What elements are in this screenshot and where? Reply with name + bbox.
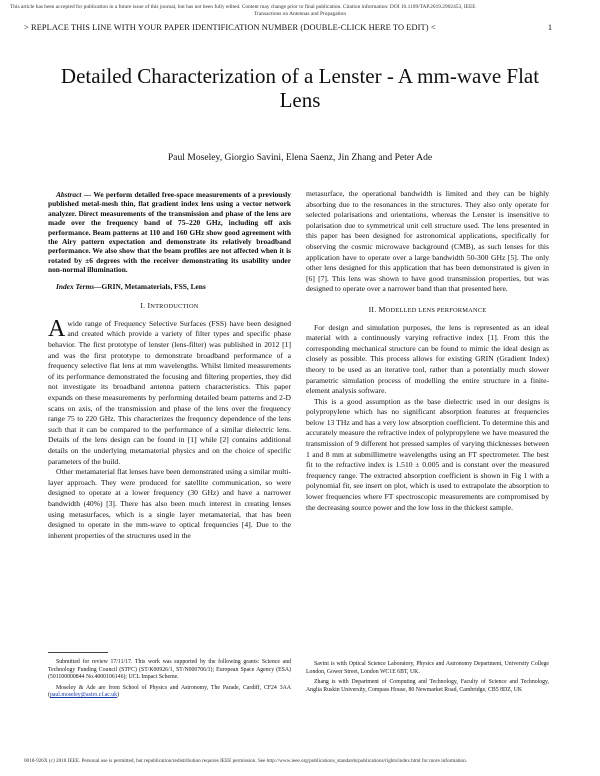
publication-notice-line2: Transactions on Antennas and Propagation [253,10,347,17]
section-heading-first: I [147,301,151,311]
footnote-affiliation-zhang: Zhang is with Department of Computing and Technology, Faculty of Science and Technology, Anglia Ruskin University, Compass House, 80 Newmarket Road, Cambridge, CB5 8DZ, UK [306,679,549,693]
footnote-affiliation-savini: Savini is with Optical Science Laboratory, Physics and Astronomy Department, University College London, Gower Street, London WC1E 6BT, UK. [306,661,549,675]
publication-notice-line1: This article has been accepted for publication in a future issue of this journal, but has not been fully edited. Content may change prior to final publication. Citation information: DOI 10.1109/TAP.2019.2902453, IEEE [10,4,476,10]
paragraph-intro-1 [48,315,291,467]
section-heading-rest: NTRODUCTION [150,303,199,311]
section-heading-introduction [48,301,291,313]
footnote-affiliation-end: ) [117,692,120,699]
index-terms-lead: Index Terms [56,281,95,291]
copyright-notice: 0018-926X (c) 2018 IEEE. Personal use is permitted, but republication/redistribution requires IEEE permission. See http://www.ieee.org/publications_standards/publications/rights/index.html for more information. [24,758,468,764]
section-numeral: I. [140,301,146,311]
paper-title: Detailed Characterization of a Lenster - A mm-wave Flat Lens [60,64,540,112]
paragraph-modelled-2: This is a good assumption as the base dielectric used in our designs is polypropylene which has no significant absorption features at frequencies below 13 THz and has a very low absorption coefficient. To determine this and accurately measure the refractive index of polypropylene we have measured the transmission of 9 different hot pressed samples of varying thicknesses between 1 and 8 mm at submillimetre wavelengths using an FT spectrometer. The best fit to the refractive index is 1.510 ± 0.005 and is constant over the measured frequency range. The extracted absorption coefficient is shown in Fig 1 with a polynomial fit, see insert on plot, which is used to extrapolate the absorption to lower frequencies where FT spectroscopic measurements are compromised by the decreasing source power and the low loss in the thickest sample. [306,396,549,512]
section-heading-first: M [378,304,386,314]
abstract-text: — We perform detailed free-space measurements of a previously published metal-mesh thin, flat gradient index lens using a vector network analyzer. Direct measurements of the transmission and phase of the lens are made over the frequency band of 75–220 GHz, including off axis performance. Beam patterns at 110 and 160 GHz show good agreement with the Airy pattern expectation and demonstrate its relatively broadband performance. We also show that the beam profiles are not affected when it is rotated by ±6 degrees with the receiver demonstrating its usability under non-normal illumination. [48,190,291,275]
abstract-lead: Abstract [56,190,82,199]
publication-notice [10,4,590,17]
index-terms [48,282,291,293]
index-terms-text: —GRIN, Metamaterials, FSS, Lens [94,281,206,291]
right-column [306,189,549,513]
footnote-submission: Submitted for review 17/11/17. This work was supported by the following grants: Science and Technology Funding Council (STFC) (ST/K00926/1, ST/N000706/1); European Space Agency (ESA) (501100000844 No.4000106146); UCL Impact Scheme. [48,659,291,681]
paragraph-intro-1-text: wide range of Frequency Selective Surfaces (FSS) have been designed and created which provide a variety of filter types and specific phase behavior. The first prototype of lenster (lens-filter) was published in 2012 [1] and was the first prototype to demonstrate broadband performance of a frequency selective flat lens at mm wavelengths. Whilst limited measurements of its performance demonstrated the focusing and filtering properties, they did not investigate its broadband antenna pattern characteristics. This paper expands on these measurements by performing detailed beam patterns and 2-D scans on axis, of the transmission and phase of the lens over the frequency range 75 to 220 GHz. This characterizes the frequency dependence of the lens such that it can be compared to the performance of a similar dielectric lens. Details of the lens design can be found in [1] while [2] contains additional details on the underlying metamaterial physics and on the choice of specific parameters of the build. [48,318,291,466]
section-numeral: II. [368,304,377,314]
footnote-affiliation-text: Moseley & Ade are from School of Physics and Astronomy, The Parade, Cardiff, CF24 3AA ( [48,684,291,699]
page-number: 1 [547,23,552,32]
replace-line-header[interactable]: > REPLACE THIS LINE WITH YOUR PAPER IDENTIFICATION NUMBER (DOUBLE-CLICK HERE TO EDIT) < [24,23,436,32]
section-heading-rest: ODELLED LENS PERFORMANCE [385,306,487,314]
footnote-divider [48,652,108,653]
email-link[interactable]: paul.moseley@astro.cf.ac.uk [49,692,118,699]
footnotes-right [306,661,549,697]
footnote-affiliation-moseley-ade [48,685,291,700]
paragraph-modelled-1: For design and simulation purposes, the lens is represented as an ideal material with a continuously varying refractive index [1]. From this the corresponding mechanical structure can be found to mimic the ideal design as closely as possible. This process allows for existing GRIN (Gradient Index) theory to be used as an iterative tool, rather than a potentially much slower parametric simulation process of modelling the entire structure in a finite-element analysis software. [306,322,549,396]
drop-cap: A [48,315,66,342]
author-list: Paul Moseley, Giorgio Savini, Elena Saenz, Jin Zhang and Peter Ade [167,152,433,163]
paragraph-intro-2: Other metamaterial flat lenses have been demonstrated using a similar multi-layer approach. They were produced for satellite communication, so were designed to operate at a lower frequency (30 GHz) and have a narrower bandwidth (40%) [3]. There has also been much interest in creating lenses using metasurfaces, which is a single layer metamaterial, that has been designed to operate in the mm-wave to optical frequencies [4]. Due to the inherent properties of the structures used in the [48,467,291,540]
paragraph-intro-3: metasurface, the operational bandwidth is limited and they can be highly absorbing due to the resonances in the structures. They also only operate for selected polarisations and orientations, whereas the Lenster is insensitive to polarisation due to symmetrical unit cell structure used. The lens presented in this paper has been designed for astronomical applications, specifically for observing the cosmic microwave background (CMB), as such lenses for this application have to operate over a large bandwidth 50-300 GHz [5]. The only other lens designed for this application that has been demonstrated is given in [6] [7]. This lens was shown to have good transmission properties, but was designed to operate over a narrower band than that presented here. [306,189,549,294]
left-column [48,190,291,541]
section-heading-modelled [306,305,549,317]
abstract [48,190,291,275]
footnotes-left [48,659,291,703]
